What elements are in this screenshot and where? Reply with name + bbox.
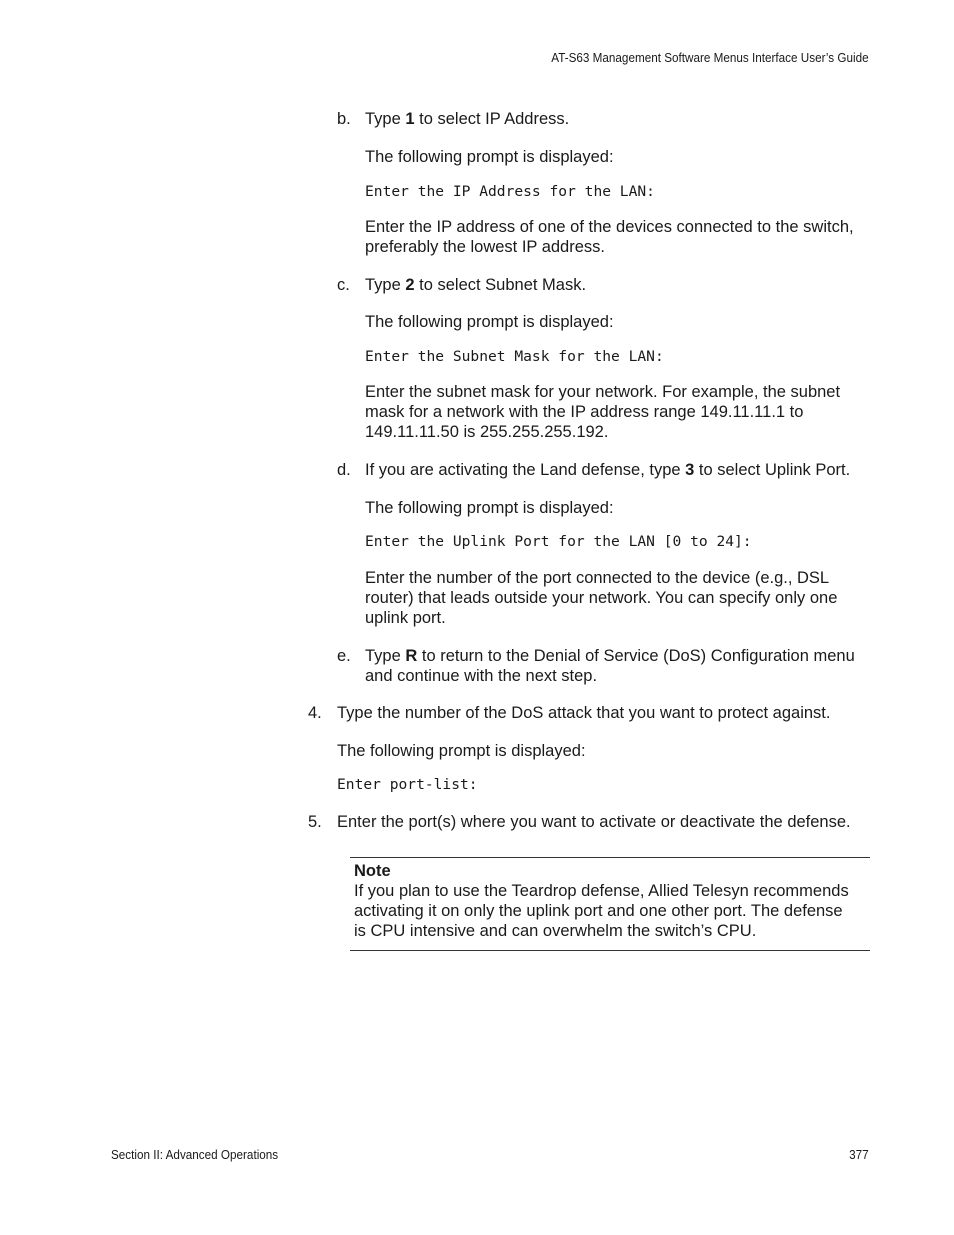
step-c-explanation: Enter the subnet mask for your network. For example, the subnet mask for a network with the IP address range 149.11.11.1 to 149.11.11.50 is 255.255.255.192. [365, 383, 841, 441]
step-c-key: 2 [405, 276, 415, 294]
step-4-prompt: Enter port-list: [337, 776, 478, 793]
step-d-prompt: Enter the Uplink Port for the LAN [0 to 24]: [365, 533, 752, 550]
step-c-marker: c. [337, 276, 350, 294]
step-b-marker: b. [337, 110, 351, 128]
step-c-prompt: Enter the Subnet Mask for the LAN: [365, 348, 664, 365]
step-b-instruction: Type 1 to select IP Address. [365, 110, 570, 128]
note-top-rule [350, 857, 870, 858]
step-c-instruction: Type 2 to select Subnet Mask. [365, 276, 587, 294]
step-d-key: 3 [685, 461, 695, 479]
step-4-marker: 4. [308, 704, 322, 722]
step-b-explanation: Enter the IP address of one of the devices connected to the switch, preferably the lowest IP address. [365, 218, 854, 256]
step-e-instruction: Type R to return to the Denial of Service (DoS) Configuration menu and continue with the next step. [365, 647, 855, 685]
note-bottom-rule [350, 950, 870, 951]
page-number: 377 [849, 1147, 869, 1162]
step-4-instruction: Type the number of the DoS attack that you want to protect against. [337, 704, 831, 722]
note-body: If you plan to use the Teardrop defense, Allied Telesyn recommends activating it on only the uplink port and one other port. The defense is CPU intensive and can overwhelm the switch’s CPU. [354, 882, 849, 940]
step-b-prompt-intro: The following prompt is displayed: [365, 148, 614, 166]
step-d-prompt-intro: The following prompt is displayed: [365, 499, 614, 517]
step-e-marker: e. [337, 647, 351, 665]
step-4-prompt-intro: The following prompt is displayed: [337, 742, 586, 760]
step-5-marker: 5. [308, 813, 322, 831]
step-c-prompt-intro: The following prompt is displayed: [365, 313, 614, 331]
running-header: AT-S63 Management Software Menus Interface User’s Guide [551, 50, 869, 65]
step-d-instruction: If you are activating the Land defense, type 3 to select Uplink Port. [365, 461, 851, 479]
step-d-marker: d. [337, 461, 351, 479]
step-b-prompt: Enter the IP Address for the LAN: [365, 183, 655, 200]
step-5-instruction: Enter the port(s) where you want to activate or deactivate the defense. [337, 813, 851, 831]
step-e-key: R [405, 647, 418, 665]
step-b-key: 1 [405, 110, 415, 128]
step-d-explanation: Enter the number of the port connected to the device (e.g., DSL router) that leads outside your network. You can specify only one uplink port. [365, 569, 838, 627]
note-title: Note [354, 862, 391, 880]
footer-section: Section II: Advanced Operations [111, 1147, 279, 1162]
